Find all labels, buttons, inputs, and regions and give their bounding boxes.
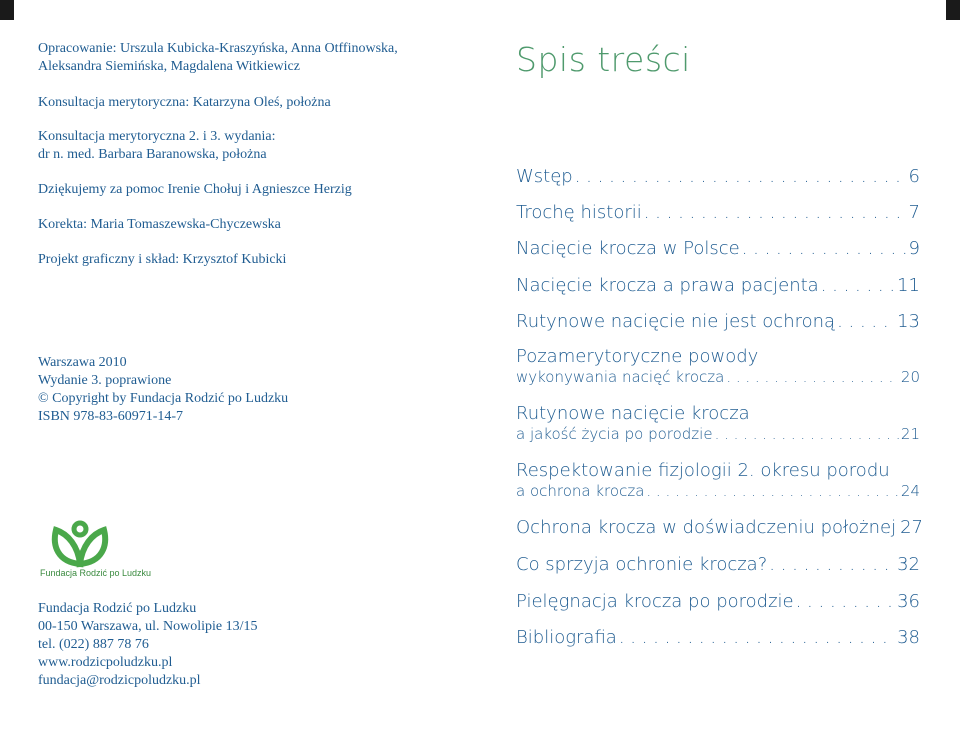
toc-entry-page: 9 <box>908 238 920 259</box>
toc-entry-title: Ochrona krocza w doświadczeniu położnej <box>516 517 897 538</box>
toc-entry[interactable] <box>516 202 920 224</box>
contact-name: Fundacja Rodzić po Ludzku <box>38 601 197 616</box>
toc-entry-title: Rutynowe nacięcie nie jest ochroną <box>516 311 836 332</box>
logo-text: Fundacja Rodzić po Ludzku <box>40 568 152 578</box>
place-year: Warszawa 2010 <box>38 355 127 370</box>
toc-entry-title: Pozamerytoryczne powody <box>516 346 759 367</box>
authors-line: Opracowanie: Urszula Kubicka-Kraszyńska, Anna Otffinowska, <box>38 41 398 56</box>
toc-entry-title: Bibliografia <box>516 627 617 648</box>
toc-entry-title: Co sprzyja ochronie krocza? <box>516 554 768 575</box>
proofreading-line: Korekta: Maria Tomaszewska-Chyczewska <box>38 217 281 232</box>
toc-entry-title: Rutynowe nacięcie krocza <box>516 403 750 424</box>
consultation-line: Konsultacja merytoryczna: Katarzyna Oleś, położna <box>38 95 331 110</box>
contact-email[interactable]: fundacja@rodzicpoludzku.pl <box>38 673 201 688</box>
thanks-line: Dziękujemy za pomoc Irenie Chołuj i Agnieszce Herzig <box>38 182 352 197</box>
foundation-logo <box>40 518 152 584</box>
toc-entry[interactable] <box>516 461 920 501</box>
toc-entry[interactable] <box>516 311 920 333</box>
toc-entry[interactable] <box>516 238 920 260</box>
toc-entry-title: Trochę historii <box>516 202 642 223</box>
toc-entry-title: Pielęgnacja krocza po porodzie <box>516 591 794 612</box>
toc-entry-page: 21 <box>900 425 920 443</box>
edition-line: Wydanie 3. poprawione <box>38 373 172 388</box>
copyright-line: © Copyright by Fundacja Rodzić po Ludzku <box>38 391 289 406</box>
crop-mark-left <box>0 0 14 20</box>
toc-entry[interactable] <box>516 347 920 387</box>
isbn-line: ISBN 978-83-60971-14-7 <box>38 409 184 424</box>
toc-entry-page: 24 <box>900 482 920 500</box>
crop-mark-right <box>946 0 960 20</box>
consultation-line: dr n. med. Barbara Baranowska, położna <box>38 147 267 162</box>
toc-entry[interactable] <box>516 554 920 576</box>
design-line: Projekt graficzny i skład: Krzysztof Kubicki <box>38 252 287 267</box>
toc-entry-page: 38 <box>897 627 920 648</box>
toc-entry-title: a jakość życia po porodzie <box>516 425 713 443</box>
toc-entry-title: Respektowanie fizjologii 2. okresu porodu <box>516 460 890 481</box>
toc-entry-page: 13 <box>897 311 920 332</box>
toc-entry-title: Nacięcie krocza w Polsce <box>516 238 740 259</box>
contact-phone: tel. (022) 887 78 76 <box>38 637 149 652</box>
toc-entry-page: 27 <box>900 517 923 538</box>
toc-entry-title: Nacięcie krocza a prawa pacjenta <box>516 275 819 296</box>
toc-entry-page: 11 <box>897 275 920 296</box>
toc-entry-page: 7 <box>908 202 920 223</box>
toc-entry-page: 32 <box>897 554 920 575</box>
toc-entry-title: wykonywania nacięć krocza <box>516 368 725 386</box>
toc-entry-title: Wstęp <box>516 166 573 187</box>
consultation-line: Konsultacja merytoryczna 2. i 3. wydania: <box>38 129 276 144</box>
contact-website[interactable]: www.rodzicpoludzku.pl <box>38 655 173 670</box>
toc-entry[interactable] <box>516 627 920 649</box>
contact-address: 00-150 Warszawa, ul. Nowolipie 13/15 <box>38 619 258 634</box>
toc-entry[interactable] <box>516 166 920 188</box>
toc-entry[interactable] <box>516 404 920 444</box>
authors-line: Aleksandra Siemińska, Magdalena Witkiewicz <box>38 59 300 74</box>
toc-entry[interactable] <box>516 591 920 613</box>
toc-entry-page: 20 <box>900 368 920 386</box>
toc-entry-page: 36 <box>897 591 920 612</box>
toc-entry-title: a ochrona krocza <box>516 482 645 500</box>
toc-entry[interactable] <box>516 275 920 297</box>
toc-entry[interactable] <box>516 517 923 539</box>
toc-entry-page: 6 <box>908 166 920 187</box>
leaf-logo-icon <box>40 518 120 568</box>
toc-title: Spis treści <box>516 40 691 79</box>
